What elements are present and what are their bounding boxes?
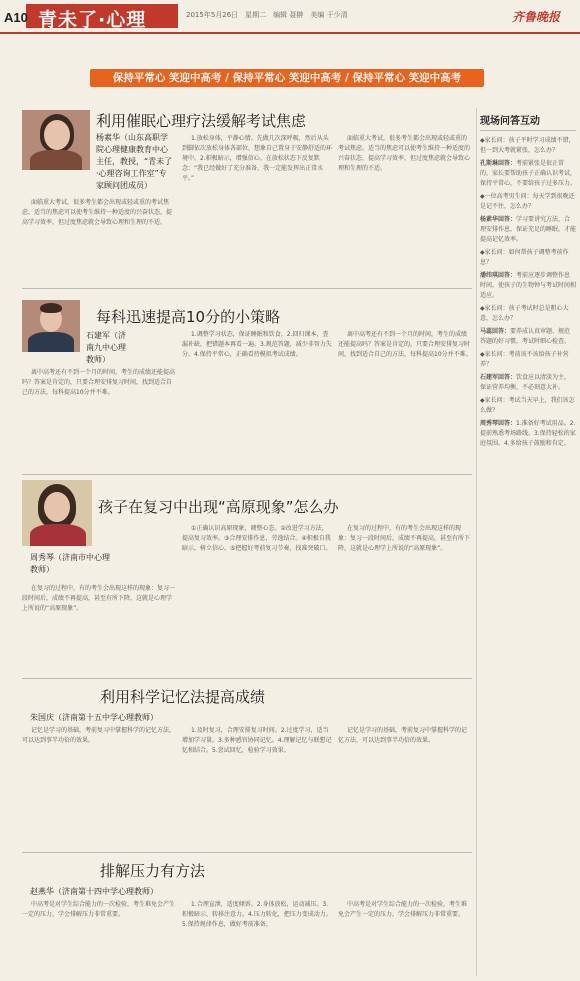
qa-answer-text: 饮食应以清淡为主，保证营养均衡，不必刻意大补。 [480, 374, 571, 391]
article-lead: 离中高考还有不到一个月的时间，考生的成绩还能提高吗？答案是肯定的，只要合理安排复习时间，找到适合自己的方法，每科提高10分并不难。 [22, 369, 176, 396]
article-body [338, 134, 472, 280]
article-text: ①正确认识高原现象，调整心态。②改进学习方法，提高复习效率。③合理安排作息，劳逸结合。④积极自我暗示，树立信心。⑤把握好考前复习节奏，找准突破口。 [182, 525, 332, 552]
article-body [22, 726, 176, 846]
author-photo [22, 300, 80, 352]
qa-answer-text: 考前紧张是很正常的，家长要帮助孩子正确认识考试，保持平常心，不要给孩子过多压力。 [480, 160, 576, 187]
qa-answer-text: 1.准备好考试用品。2.提前熟悉考场路线。3.保持轻松的家庭氛围。4.多给孩子鼓励和肯定。 [480, 420, 576, 447]
qa-sidebar [480, 112, 576, 972]
qa-answer [480, 159, 576, 189]
qa-answer-text: 考前应逐步调整作息时间，使孩子的生物钟与考试时间相适应。 [480, 272, 576, 299]
divider [22, 474, 472, 475]
header-divider [0, 32, 580, 34]
divider [22, 288, 472, 289]
qa-answerer: 周秀琴回答： [480, 420, 517, 427]
qa-answer [480, 271, 576, 301]
article-body [22, 584, 176, 674]
article-body [182, 524, 332, 674]
article-body [182, 330, 332, 468]
qa-question: ◆一位高考男生问：每天学到很晚还是记不住，怎么办？ [480, 193, 575, 210]
divider [22, 852, 472, 853]
article-text: 在复习的过程中，有的考生会出现这样的现象：复习一段时间后，成绩不再提高，甚至有所下降，这就是心理学上所说的“高原现象”。 [338, 525, 471, 552]
qa-question: ◆家长问：考试当天早上，我们该怎么做？ [480, 397, 575, 414]
qa-answer-text: 学习要讲究方法，合理安排作息，保证充足的睡眠，才能提高记忆效率。 [480, 216, 576, 243]
article-text: 面临重大考试，很多考生都会出现或轻或重的考试焦虑。适当的焦虑可以使考生维持一种适度的兴奋状态，提高学习效率，但过度焦虑就会导致心理和生理的不适。 [338, 135, 471, 172]
article-body [182, 134, 332, 280]
article-body [182, 726, 332, 846]
section-title: 青未了·心理 [38, 9, 147, 31]
sidebar-divider [476, 108, 477, 976]
article-lead: 面临重大考试，很多考生都会出现或轻或重的考试焦虑。适当的焦虑可以使考生维持一种适度的兴奋状态，提高学习效率，但过度焦虑就会导致心理和生理的不适。 [22, 199, 173, 226]
author-photo [22, 480, 92, 546]
divider [480, 130, 576, 131]
article-title: 孩子在复习中出现“高原现象”怎么办 [98, 498, 339, 516]
article-text: 中高考是对学生综合能力的一次检验，考生难免会产生一定的压力，学会排解压力非常重要。 [338, 901, 468, 918]
article-body [22, 368, 176, 468]
article-text: 记忆是学习的基础，考前复习中掌握科学的记忆方法，可以达到事半功倍的效果。 [338, 727, 468, 744]
article-title: 每科迅速提高10分的小策略 [96, 308, 281, 326]
qa-answerer: 潘纬琪回答： [480, 272, 517, 279]
article-author: 杨素华（山东高职学院心理健康教育中心主任，教授，“青未了·心理咨询工作室”专家顾问团成员） [96, 133, 173, 190]
qa-answer [480, 419, 576, 449]
article-body [338, 330, 472, 468]
article-lead: 在复习的过程中，有的考生会出现这样的现象：复习一段时间后，成绩不再提高，甚至有所下降，这就是心理学上所说的“高原现象”。 [22, 585, 176, 612]
article-text: 1.合理宣泄，适度倾诉。2.身体放松，运动减压。3.积极暗示，转移注意力。4.压力转化，把压力变成动力。5.保持规律作息，做好考前准备。 [182, 901, 332, 928]
article-author: 朱国庆（济南第十五中学心理教师） [30, 713, 158, 722]
article-body [338, 524, 472, 674]
qa-question: ◆家长问：孩子考试时总是粗心大意，怎么办？ [480, 305, 569, 322]
article-body [182, 900, 332, 976]
divider [22, 678, 472, 679]
qa-answerer: 马蕊回答： [480, 328, 511, 335]
article-title: 利用科学记忆法提高成绩 [100, 688, 266, 706]
qa-question: ◆家长问：考前该不该给孩子补营养？ [480, 351, 569, 368]
article-lead: 中高考是对学生综合能力的一次检验，考生难免会产生一定的压力，学会排解压力非常重要。 [22, 901, 176, 918]
qa-answerer: 孔斯琳回答： [480, 160, 517, 167]
article-text: 1.调整学习状态，保证睡眠和饮食。2.回归课本，查漏补缺，把错题本再看一遍。3.规范答题，减少非智力失分。4.保持平常心，正确看待模拟考试成绩。 [182, 331, 332, 358]
qa-answer [480, 327, 576, 347]
article-lead: 记忆是学习的基础，考前复习中掌握科学的记忆方法，可以达到事半功倍的效果。 [22, 727, 176, 744]
article-body [22, 900, 176, 976]
qa-answer [480, 215, 576, 245]
article-text: 1.及时复习，合理安排复习时间。2.过度学习，适当增加学习量。3.多种感官协同记忆。4.理解记忆与联想记忆相结合。5.尝试回忆，检验学习效果。 [182, 727, 332, 754]
qa-answerer: 石建军回答： [480, 374, 517, 381]
article-title: 排解压力有方法 [100, 862, 206, 880]
article-body [338, 726, 472, 846]
article-title: 利用催眠心理疗法缓解考试焦虑 [96, 112, 307, 130]
qa-question: ◆家长问：如何帮孩子调整考前作息？ [480, 249, 569, 266]
newspaper-logo: 齐鲁晚报 [512, 10, 561, 24]
article-author: 赵燕华（济南第十四中学心理教师） [30, 887, 158, 896]
page-number: A10 [4, 10, 28, 25]
article-text: 离中高考还有不到一个月的时间，考生的成绩还能提高吗？答案是肯定的，只要合理安排复习时间，找到适合自己的方法，每科提高10分并不难。 [338, 331, 472, 358]
article-author: 石建军（济南九中心理教师） [86, 331, 126, 364]
author-photo [22, 110, 90, 170]
article-body [22, 198, 176, 280]
issue-info: 2015年5月26日 星期二 编辑 聂翀 美编 干少清 [186, 11, 348, 19]
article-text: 1.放松身体，平静心情。先做几次深呼吸，然后从头到脚依次放松身体各部位，想象自己置身于安静舒适的环境中。2.积极暗示，增强信心。在放松状态下反复默念：“我已经做好了充分准备，我一定能发挥出正常水平。” [182, 135, 332, 182]
sidebar-title: 现场问答互动 [480, 116, 540, 127]
qa-answer-text: 要养成认真审题、规范答题的好习惯，考试时细心检查。 [480, 328, 571, 345]
qa-list [480, 136, 576, 966]
qa-question: ◆家长问：孩子平时学习成绩不错，但一到大考就紧张，怎么办？ [480, 137, 575, 154]
article-author: 周秀琴（济南市中心理教师） [30, 553, 110, 574]
article-body [338, 900, 472, 976]
qa-answerer: 杨素华回答： [480, 216, 517, 223]
qa-answer [480, 373, 576, 393]
slogan-banner: 保持平常心 笑迎中高考 / 保持平常心 笑迎中高考 / 保持平常心 笑迎中高考 [90, 69, 484, 87]
